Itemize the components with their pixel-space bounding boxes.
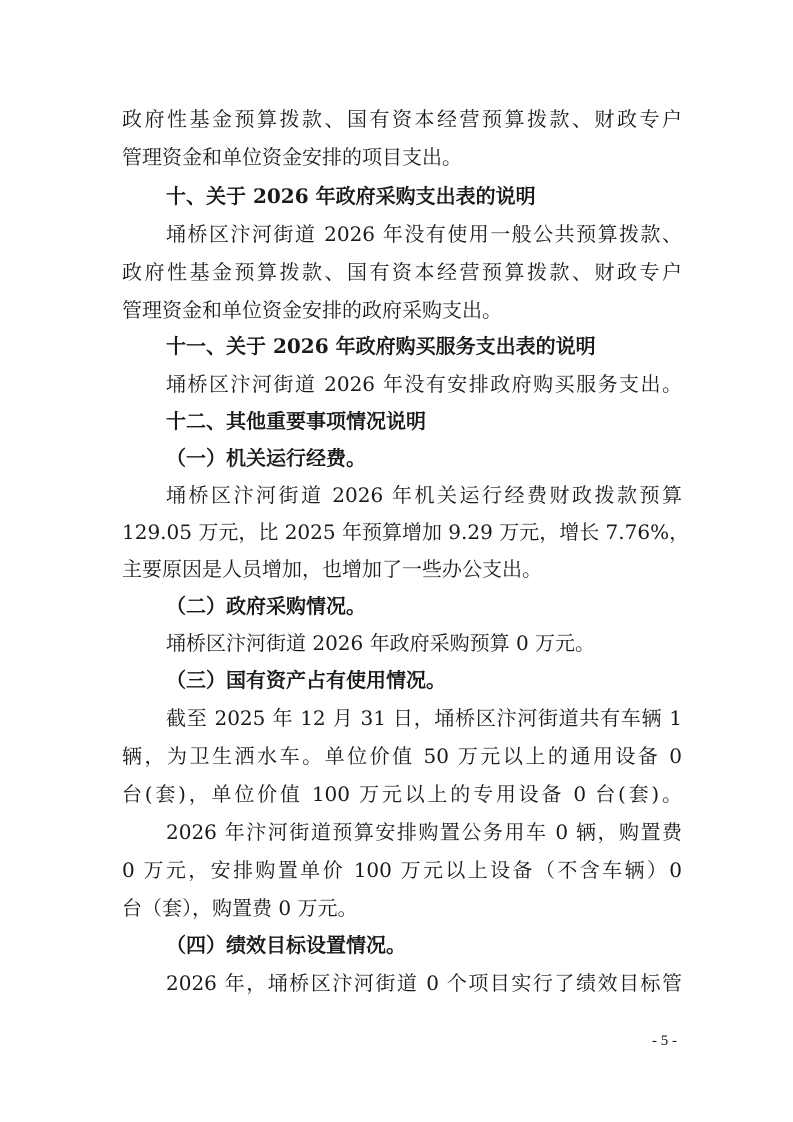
- subsection-heading: （一）机关运行经费。: [166, 446, 366, 470]
- subsection-heading: （四）绩效目标设置情况。: [166, 933, 406, 957]
- section-heading: 十、关于 2026 年政府采购支出表的说明: [166, 184, 536, 208]
- body-line: 管理资金和单位资金安排的项目支出。: [122, 145, 462, 169]
- body-line: 埇桥区汴河街道 2026 年政府采购预算 0 万元。: [166, 631, 596, 655]
- body-line: 2026 年汴河街道预算安排购置公务用车 0 辆，购置费: [166, 820, 682, 844]
- body-line: 129.05 万元，比 2025 年预算增加 9.29 万元，增长 7.76%，: [122, 520, 690, 544]
- body-line: 政府性基金预算拨款、国有资本经营预算拨款、财政专户: [122, 107, 682, 131]
- subsection-heading: （二）政府采购情况。: [166, 594, 366, 618]
- subsection-heading: （三）国有资产占有使用情况。: [166, 668, 446, 692]
- body-line: 台（套），购置费 0 万元。: [122, 896, 358, 920]
- body-line: 0 万元，安排购置单价 100 万元以上设备（不含车辆）0: [122, 858, 682, 882]
- section-heading: 十二、其他重要事项情况说明: [166, 409, 426, 433]
- body-line: 主要原因是人员增加，也增加了一些办公支出。: [122, 557, 542, 581]
- body-line: 埇桥区汴河街道 2026 年机关运行经费财政拨款预算: [166, 483, 682, 507]
- body-line: 政府性基金预算拨款、国有资本经营预算拨款、财政专户: [122, 260, 682, 284]
- body-line: 台(套)，单位价值 100 万元以上的专用设备 0 台(套)。: [122, 782, 682, 806]
- body-line: 管理资金和单位资金安排的政府采购支出。: [122, 298, 502, 322]
- page-number: - 5 -: [652, 1033, 677, 1049]
- body-line: 埇桥区汴河街道 2026 年没有安排政府购买服务支出。: [166, 372, 682, 396]
- body-line: 埇桥区汴河街道 2026 年没有使用一般公共预算拨款、: [166, 222, 682, 246]
- body-line: 辆，为卫生洒水车。单位价值 50 万元以上的通用设备 0: [122, 744, 682, 768]
- section-heading: 十一、关于 2026 年政府购买服务支出表的说明: [166, 334, 596, 358]
- body-line: 截至 2025 年 12 月 31 日，埇桥区汴河街道共有车辆 1: [166, 706, 682, 730]
- body-line: 2026 年，埇桥区汴河街道 0 个项目实行了绩效目标管: [166, 971, 682, 995]
